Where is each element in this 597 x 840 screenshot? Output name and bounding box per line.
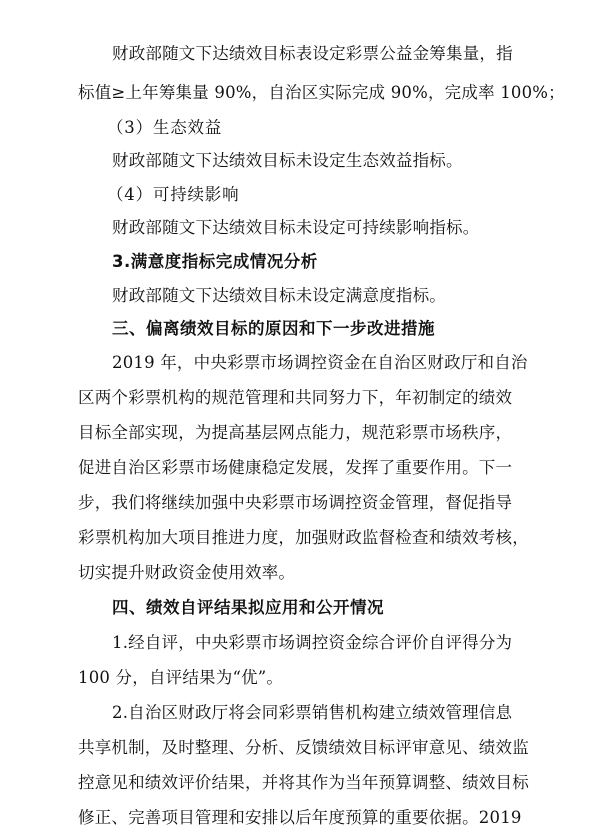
paragraph-line: 财政部随文下达绩效目标表设定彩票公益金筹集量，指 [112,44,513,63]
subheading: （3）生态效益 [107,118,223,137]
paragraph-line: 标值≥上年筹集量 90%，自治区实际完成 90%，完成率 100%； [78,83,565,102]
paragraph-line: 1.经自评，中央彩票市场调控资金综合评价自评得分为 [112,633,513,652]
paragraph-line: 修正、完善项目管理和安排以后年度预算的重要依据。2019 [78,808,522,827]
paragraph-line: 2019 年，中央彩票市场调控资金在自治区财政厅和自治 [112,353,528,372]
paragraph-line: 财政部随文下达绩效目标未设定满意度指标。 [112,286,446,305]
paragraph-line: 切实提升财政资金使用效率。 [78,563,296,582]
paragraph-line: 财政部随文下达绩效目标未设定生态效益指标。 [112,151,463,170]
section-heading: 四、绩效自评结果拟应用和公开情况 [112,598,384,617]
subheading: （4）可持续影响 [107,185,240,204]
paragraph-line: 2.自治区财政厅将会同彩票销售机构建立绩效管理信息 [112,703,513,722]
paragraph-line: 财政部随文下达绩效目标未设定可持续影响指标。 [112,218,480,237]
paragraph-line: 步，我们将继续加强中央彩票市场调控资金管理，督促指导 [78,493,513,512]
paragraph-line: 共享机制，及时整理、分析、反馈绩效目标评审意见、绩效监 [78,738,529,757]
paragraph-line: 促进自治区彩票市场健康稳定发展，发挥了重要作用。下一 [78,458,513,477]
section-heading: 三、偏离绩效目标的原因和下一步改进措施 [112,319,435,338]
paragraph-line: 彩票机构加大项目推进力度，加强财政监督检查和绩效考核， [78,528,529,547]
paragraph-line: 控意见和绩效评价结果，并将其作为当年预算调整、绩效目标 [78,773,529,792]
paragraph-line: 区两个彩票机构的规范管理和共同努力下，年初制定的绩效 [78,388,513,407]
paragraph-line: 目标全部实现，为提高基层网点能力，规范彩票市场秩序， [78,423,513,442]
section-heading: 3.满意度指标完成情况分析 [112,252,318,271]
paragraph-line: 100 分，自评结果为“优”。 [78,668,284,687]
